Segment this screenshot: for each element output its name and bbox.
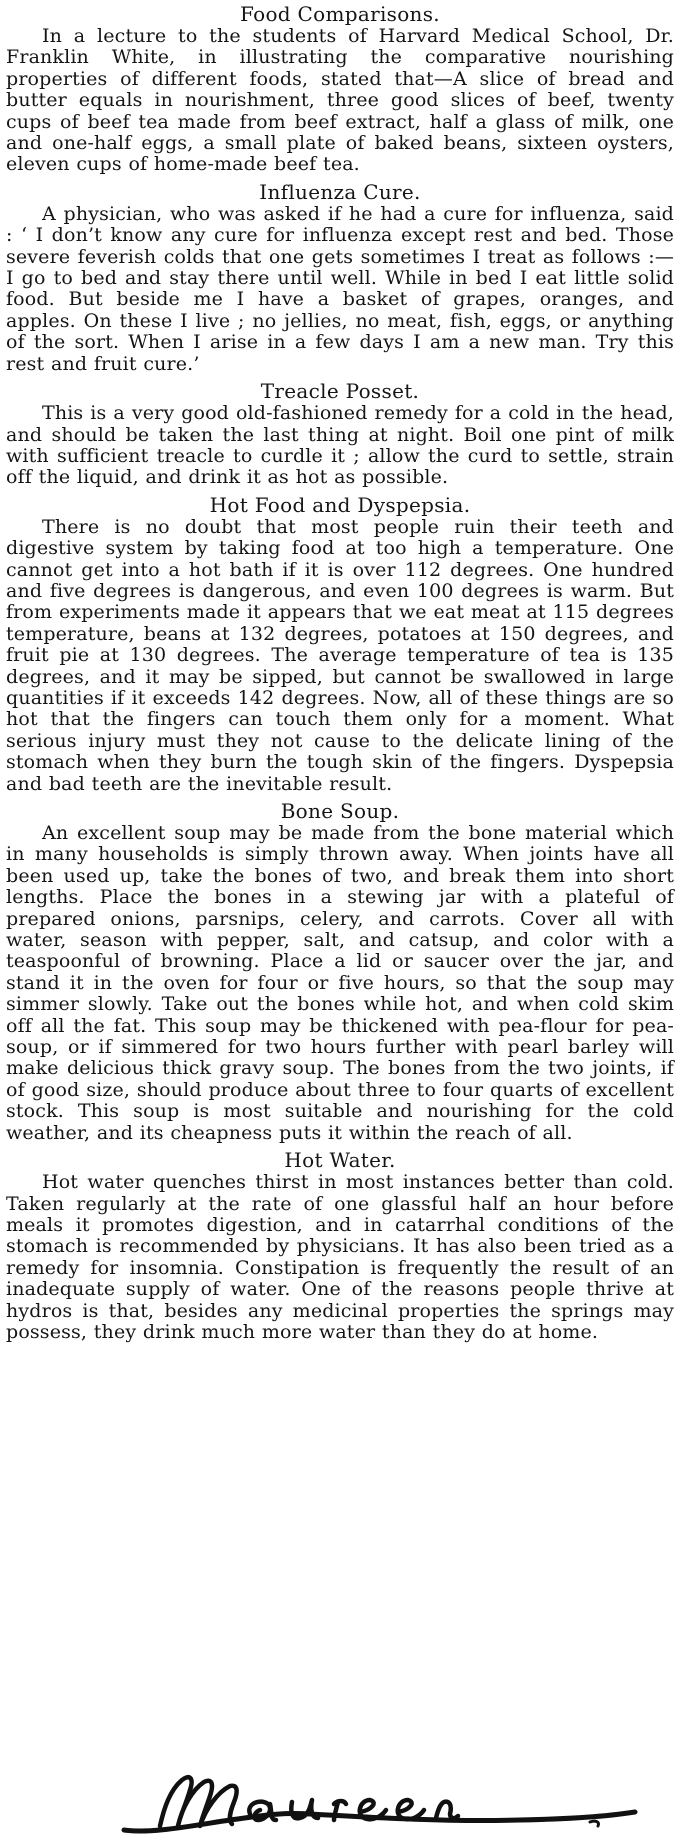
section-body: Hot water quenches thirst in most instances better than cold. Taken regularly at the rate of one glassful half an hour before meals it promotes digestion, and in catarrhal conditions of the stomach is recommended by physicians. It has also been tried as a remedy for insomnia. Constipation is frequently the result of an inadequate supply of water. One of the reasons people thrive at hydros is that, besides any medicinal properties the springs may possess, they drink much more water than they do at home. [6, 1171, 674, 1343]
section-title: Influenza Cure. [259, 179, 421, 204]
section-body: An excellent soup may be made from the bone material which in many households is simply thrown away. When joints have all been used up, take the bones of two, and break them into short lengths. Place the bones in a stewing jar with a plateful of prepared onions, parsnips, celery, and carrots. Cover all with water, season with pepper, salt, and catsup, and color with a teaspoonful of browning. Place a lid or saucer over the jar, and stand it in the oven for four or five hours, so that the soup may simmer slowly. Take out the bones while hot, and when cold skim off all the fat. This soup may be thickened with pea-flour for pea-soup, or if simmered for two hours further with pearl barley will make delicious thick gravy soup. The bones from the two joints, if of good size, should produce about three to four quarts of excellent stock. This soup is most suitable and nourishing for the cold weather, and its cheapness puts it within the reach of all. [6, 822, 674, 1144]
section-body: A physician, who was asked if he had a cure for influenza, said : ‘ I don’t know any cure for influenza except rest and bed. Those severe feverish colds that one gets sometimes I treat as follows :— I go to bed and stay there until well. While in bed I eat little solid food. But beside me I have a basket of grapes, oranges, and apples. On these I live ; no jellies, no meat, fish, eggs, or anything of the sort. When I arise in a few days I am a new man. Try this rest and fruit cure.’ [6, 202, 674, 375]
signature-graphic [120, 1768, 640, 1848]
section-treacle-posset [6, 379, 674, 489]
section-influenza-cure [6, 180, 674, 375]
author-signature [120, 1768, 640, 1848]
section-body: In a lecture to the students of Harvard Medical School, Dr. Franklin White, in illustrating the comparative nourishing properties of different foods, stated that—A slice of bread and butter equals in nourishment, three good slices of beef, twenty cups of beef tea made from beef extract, half a glass of milk, one and one-half eggs, a small plate of baked beans, sixteen oysters, eleven cups of home-made beef tea. [6, 25, 674, 176]
article-column [6, 2, 674, 1347]
section-body: This is a very good old-fashioned remedy for a cold in the head, and should be taken the last thing at night. Boil one pint of milk with sufficient treacle to curdle it ; allow the curd to settle, strain off the liquid, and drink it as hot as possible. [6, 402, 674, 489]
section-title: Treacle Posset. [260, 379, 420, 404]
section-title: Hot Water. [284, 1148, 396, 1173]
section-body: There is no doubt that most people ruin their teeth and digestive system by taking food at too high a temperature. One cannot get into a hot bath if it is over 112 degrees. One hundred and five degrees is dangerous, and even 100 degrees is warm. But from experiments made it appears that we eat meat at 115 degrees temperature, beans at 132 degrees, potatoes at 150 degrees, and fruit pie at 130 degrees. The average temperature of tea is 135 degrees, and it may be sipped, but cannot be swallowed in large quantities if it exceeds 142 degrees. Now, all of these things are so hot that the fingers can touch them only for a moment. What serious injury must they not cause to the delicate lining of the stomach when they burn the tough skin of the fingers. Dyspepsia and bad teeth are the inevitable result. [6, 515, 674, 795]
section-title: Food Comparisons. [240, 2, 440, 26]
section-hot-food-dyspepsia [6, 493, 674, 795]
section-hot-water [6, 1148, 674, 1343]
section-title: Bone Soup. [280, 799, 400, 823]
section-bone-soup [6, 799, 674, 1144]
section-food-comparisons [6, 2, 674, 176]
section-title: Hot Food and Dyspepsia. [209, 492, 471, 517]
